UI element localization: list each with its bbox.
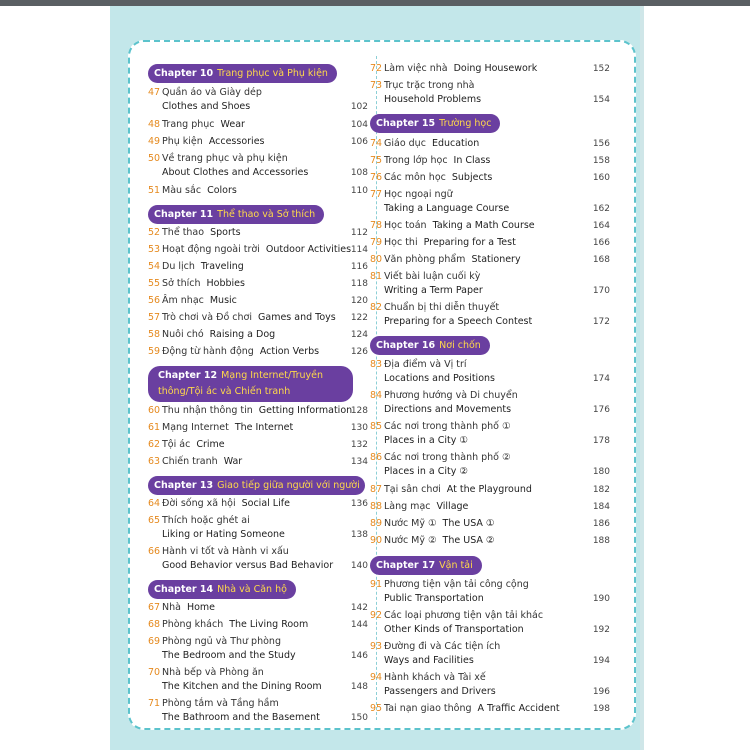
entry-page: 134 [350, 457, 368, 467]
entry-number: 60 [148, 405, 161, 416]
chapter-label: Chapter 13 [154, 480, 214, 491]
entry-number: 68 [148, 619, 161, 630]
entry-page: 158 [592, 156, 610, 166]
entry-page: 154 [592, 95, 610, 105]
entry-vietnamese: Các môn học [384, 172, 446, 183]
entry-page: 132 [350, 440, 368, 450]
entry-vietnamese: Học ngoại ngữ [384, 189, 453, 200]
entry-english: Passengers and Drivers [384, 686, 496, 697]
entry-page: 168 [592, 255, 610, 265]
entry-page: 142 [350, 603, 368, 613]
entry-number: 82 [370, 302, 383, 313]
entry-vietnamese: Phòng tắm và Tầng hầm [162, 698, 279, 709]
entry-english: About Clothes and Accessories [162, 167, 309, 178]
entry-vietnamese: Học toán [384, 220, 427, 231]
entry-vietnamese: Văn phòng phẩm [384, 254, 466, 265]
entry-number: 64 [148, 498, 161, 509]
entry-vietnamese: Giáo dục [384, 138, 426, 149]
entry-vietnamese: Địa điểm và Vị trí [384, 359, 467, 370]
entry-page: 126 [350, 347, 368, 357]
entry-english: Other Kinds of Transportation [384, 624, 524, 635]
entry-english: Doing Housework [453, 63, 538, 74]
entry-vietnamese: Đời sống xã hội [162, 498, 236, 509]
entry-page: 116 [350, 262, 368, 272]
entry-english: Getting Information [258, 405, 353, 416]
entry-number: 94 [370, 672, 383, 683]
chapter-label: Chapter 12 [158, 370, 218, 381]
entry-page: 176 [592, 405, 610, 415]
entry-number: 61 [148, 422, 161, 433]
entry-english: Stationery [471, 254, 521, 265]
entry-vietnamese: Trong lớp học [384, 155, 448, 166]
entry-vietnamese: Tội ác [162, 439, 191, 450]
chapter-label: Chapter 17 [376, 560, 436, 571]
entry-english: Traveling [200, 261, 244, 272]
contents-card [128, 40, 636, 730]
entry-english: At the Playground [446, 484, 532, 495]
entry-vietnamese: Thích hoặc ghét ai [162, 515, 250, 526]
entry-page: 164 [592, 221, 610, 231]
entry-page: 150 [350, 713, 368, 723]
entry-number: 86 [370, 452, 383, 463]
chapter-title: Mạng Internet/Truyền thông/Tội ác và Chiến tranh [158, 370, 323, 397]
entry-english: Village [436, 501, 469, 512]
entry-vietnamese: Nước Mỹ ① [384, 518, 437, 529]
entry-english: Crime [196, 439, 225, 450]
entry-vietnamese: Màu sắc [162, 185, 202, 196]
entry-english: Locations and Positions [384, 373, 495, 384]
entry-vietnamese: Các nơi trong thành phố ② [384, 452, 511, 463]
entry-english: Social Life [241, 498, 290, 509]
entry-number: 75 [370, 155, 383, 166]
entry-number: 66 [148, 546, 161, 557]
chapter-14-header[interactable] [148, 580, 296, 599]
entry-english: Preparing for a Test [423, 237, 516, 248]
entry-page: 104 [350, 120, 368, 130]
entry-number: 48 [148, 119, 161, 130]
entry-number: 70 [148, 667, 161, 678]
entry-page: 178 [592, 436, 610, 446]
entry-english: The Bathroom and the Basement [162, 712, 320, 723]
entry-vietnamese: Trang phục [162, 119, 215, 130]
entry-page: 144 [350, 620, 368, 630]
entry-english: War [223, 456, 243, 467]
entry-number: 59 [148, 346, 161, 357]
entry-page: 192 [592, 625, 610, 635]
entry-english: Sports [210, 227, 241, 238]
entry-number: 47 [148, 87, 161, 98]
chapter-title: Giao tiếp giữa người với người [217, 480, 360, 491]
entry-page: 106 [350, 137, 368, 147]
entry-english: Wear [220, 119, 245, 130]
chapter-title: Thể thao và Sở thích [217, 209, 316, 220]
entry-english: Public Transportation [384, 593, 484, 604]
entry-number: 79 [370, 237, 383, 248]
chapter-label: Chapter 14 [154, 584, 214, 595]
entry-number: 85 [370, 421, 383, 432]
entry-english: Liking or Hating Someone [162, 529, 285, 540]
entry-english: Directions and Movements [384, 404, 512, 415]
entry-number: 74 [370, 138, 383, 149]
entry-vietnamese: Làng mạc [384, 501, 431, 512]
entry-page: 190 [592, 594, 610, 604]
entry-number: 62 [148, 439, 161, 450]
entry-vietnamese: Phòng khách [162, 619, 224, 630]
entry-english: Home [186, 602, 216, 613]
entry-number: 93 [370, 641, 383, 652]
entry-number: 50 [148, 153, 161, 164]
entry-number: 58 [148, 329, 161, 340]
entry-page: 184 [592, 502, 610, 512]
entry-english: Taking a Math Course [432, 220, 535, 231]
entry-vietnamese: Hành vi tốt và Hành vi xấu [162, 546, 289, 557]
entry-page: 124 [350, 330, 368, 340]
entry-number: 80 [370, 254, 383, 265]
entry-english: Colors [207, 185, 237, 196]
entry-page: 122 [350, 313, 368, 323]
chapter-title: Trường học [439, 118, 492, 129]
entry-english: Accessories [208, 136, 265, 147]
chapter-title: Vận tải [439, 560, 473, 571]
entry-vietnamese: Học thi [384, 237, 418, 248]
entry-english: The Internet [234, 422, 294, 433]
chapter-11-header[interactable] [148, 205, 324, 224]
entry-page: 112 [350, 228, 368, 238]
entry-vietnamese: Trò chơi và Đồ chơi [162, 312, 253, 323]
entry-number: 65 [148, 515, 161, 526]
entry-page: 172 [592, 317, 610, 327]
entry-page: 174 [592, 374, 610, 384]
entry-vietnamese: Hành khách và Tài xế [384, 672, 486, 683]
entry-english: Places in a City ② [384, 466, 468, 477]
entry-page: 152 [592, 64, 610, 74]
entry-english: The Living Room [229, 619, 309, 630]
entry-vietnamese: Đường đi và Các tiện ích [384, 641, 501, 652]
entry-page: 186 [592, 519, 610, 529]
entry-number: 52 [148, 227, 161, 238]
entry-page: 180 [592, 467, 610, 477]
entry-vietnamese: Viết bài luận cuối kỳ [384, 271, 481, 282]
entry-vietnamese: Tại sân chơi [384, 484, 441, 495]
entry-page: 162 [592, 204, 610, 214]
entry-english: The USA ② [442, 535, 495, 546]
entry-page: 102 [350, 102, 368, 112]
entry-english: Household Problems [384, 94, 482, 105]
entry-vietnamese: Nhà [162, 602, 181, 613]
entry-english: A Traffic Accident [477, 703, 560, 714]
entry-page: 140 [350, 561, 368, 571]
entry-number: 56 [148, 295, 161, 306]
entry-vietnamese: Phụ kiện [162, 136, 203, 147]
entry-page: 108 [350, 168, 368, 178]
entry-vietnamese: Phòng ngủ và Thư phòng [162, 636, 281, 647]
entry-page: 160 [592, 173, 610, 183]
entry-page: 120 [350, 296, 368, 306]
entry-vietnamese: Nhà bếp và Phòng ăn [162, 667, 264, 678]
entry-page: 182 [592, 485, 610, 495]
entry-english: Preparing for a Speech Contest [384, 316, 533, 327]
entry-english: Good Behavior versus Bad Behavior [162, 560, 334, 571]
entry-english: Action Verbs [259, 346, 320, 357]
entry-vietnamese: Chiến tranh [162, 456, 218, 467]
book-page [110, 6, 640, 750]
entry-number: 88 [370, 501, 383, 512]
entry-vietnamese: Về trang phục và phụ kiện [162, 153, 288, 164]
entry-vietnamese: Âm nhạc [162, 295, 204, 306]
chapter-12-header[interactable] [148, 366, 353, 402]
entry-page: 128 [350, 406, 368, 416]
entry-english: Music [209, 295, 237, 306]
entry-page: 188 [592, 536, 610, 546]
entry-english: The Bedroom and the Study [162, 650, 296, 661]
entry-number: 49 [148, 136, 161, 147]
entry-english: Places in a City ① [384, 435, 468, 446]
entry-number: 90 [370, 535, 383, 546]
entry-number: 77 [370, 189, 383, 200]
entry-vietnamese: Trục trặc trong nhà [384, 80, 475, 91]
entry-number: 63 [148, 456, 161, 467]
entry-vietnamese: Tai nạn giao thông [384, 703, 472, 714]
entry-page: 156 [592, 139, 610, 149]
chapter-13-header[interactable] [148, 476, 365, 495]
entry-number: 81 [370, 271, 383, 282]
entry-vietnamese: Các loại phương tiện vận tải khác [384, 610, 544, 621]
entry-vietnamese: Thể thao [162, 227, 205, 238]
entry-number: 73 [370, 80, 383, 91]
chapter-label: Chapter 16 [376, 340, 436, 351]
chapter-title: Trang phục và Phụ kiện [217, 68, 328, 79]
entry-number: 55 [148, 278, 161, 289]
chapter-16-header[interactable] [370, 336, 490, 355]
entry-number: 53 [148, 244, 161, 255]
entry-number: 69 [148, 636, 161, 647]
chapter-title: Nơi chốn [439, 340, 481, 351]
entry-vietnamese: Chuẩn bị thi diễn thuyết [384, 302, 500, 313]
entry-vietnamese: Phương tiện vận tải công cộng [384, 579, 529, 590]
entry-vietnamese: Hoạt động ngoài trời [162, 244, 260, 255]
entry-english: Hobbies [206, 278, 245, 289]
entry-english: Subjects [451, 172, 493, 183]
entry-number: 87 [370, 484, 383, 495]
entry-number: 51 [148, 185, 161, 196]
entry-number: 78 [370, 220, 383, 231]
right-margin [640, 6, 750, 750]
entry-english: Outdoor Activities [265, 244, 352, 255]
entry-page: 114 [350, 245, 368, 255]
entry-number: 57 [148, 312, 161, 323]
entry-number: 91 [370, 579, 383, 590]
entry-vietnamese: Làm việc nhà [384, 63, 448, 74]
entry-number: 92 [370, 610, 383, 621]
entry-number: 76 [370, 172, 383, 183]
entry-page: 146 [350, 651, 368, 661]
entry-page: 136 [350, 499, 368, 509]
entry-page: 130 [350, 423, 368, 433]
chapter-10-header[interactable] [148, 64, 337, 83]
entry-number: 84 [370, 390, 383, 401]
entry-vietnamese: Quần áo và Giày dép [162, 87, 262, 98]
entry-number: 89 [370, 518, 383, 529]
entry-vietnamese: Nước Mỹ ② [384, 535, 437, 546]
left-margin [0, 6, 110, 750]
chapter-label: Chapter 11 [154, 209, 214, 220]
entry-english: Games and Toys [258, 312, 336, 323]
entry-vietnamese: Sở thích [162, 278, 201, 289]
entry-english: In Class [453, 155, 491, 166]
entry-page: 110 [350, 186, 368, 196]
entry-page: 118 [350, 279, 368, 289]
chapter-label: Chapter 15 [376, 118, 436, 129]
entry-number: 67 [148, 602, 161, 613]
entry-vietnamese: Du lịch [162, 261, 195, 272]
entry-english: Writing a Term Paper [384, 285, 483, 296]
entry-english: Taking a Language Course [384, 203, 510, 214]
entry-page: 198 [592, 704, 610, 714]
entry-vietnamese: Mạng Internet [162, 422, 229, 433]
entry-english: The Kitchen and the Dining Room [162, 681, 322, 692]
entry-vietnamese: Phương hướng và Di chuyển [384, 390, 518, 401]
entry-english: The USA ① [442, 518, 495, 529]
entry-page: 170 [592, 286, 610, 296]
entry-page: 138 [350, 530, 368, 540]
entry-vietnamese: Các nơi trong thành phố ① [384, 421, 511, 432]
entry-page: 194 [592, 656, 610, 666]
entry-english: Education [431, 138, 480, 149]
entry-number: 71 [148, 698, 161, 709]
entry-english: Clothes and Shoes [162, 101, 251, 112]
entry-page: 148 [350, 682, 368, 692]
chapter-label: Chapter 10 [154, 68, 214, 79]
entry-vietnamese: Động từ hành động [162, 346, 254, 357]
entry-number: 95 [370, 703, 383, 714]
entry-number: 72 [370, 63, 383, 74]
chapter-15-header[interactable] [370, 114, 500, 133]
entry-number: 83 [370, 359, 383, 370]
entry-vietnamese: Nuôi chó [162, 329, 204, 340]
entry-page: 166 [592, 238, 610, 248]
entry-vietnamese: Thu nhận thông tin [162, 405, 253, 416]
entry-number: 54 [148, 261, 161, 272]
entry-english: Raising a Dog [209, 329, 276, 340]
chapter-title: Nhà và Căn hộ [217, 584, 287, 595]
entry-english: Ways and Facilities [384, 655, 474, 666]
entry-page: 196 [592, 687, 610, 697]
chapter-17-header[interactable] [370, 556, 482, 575]
